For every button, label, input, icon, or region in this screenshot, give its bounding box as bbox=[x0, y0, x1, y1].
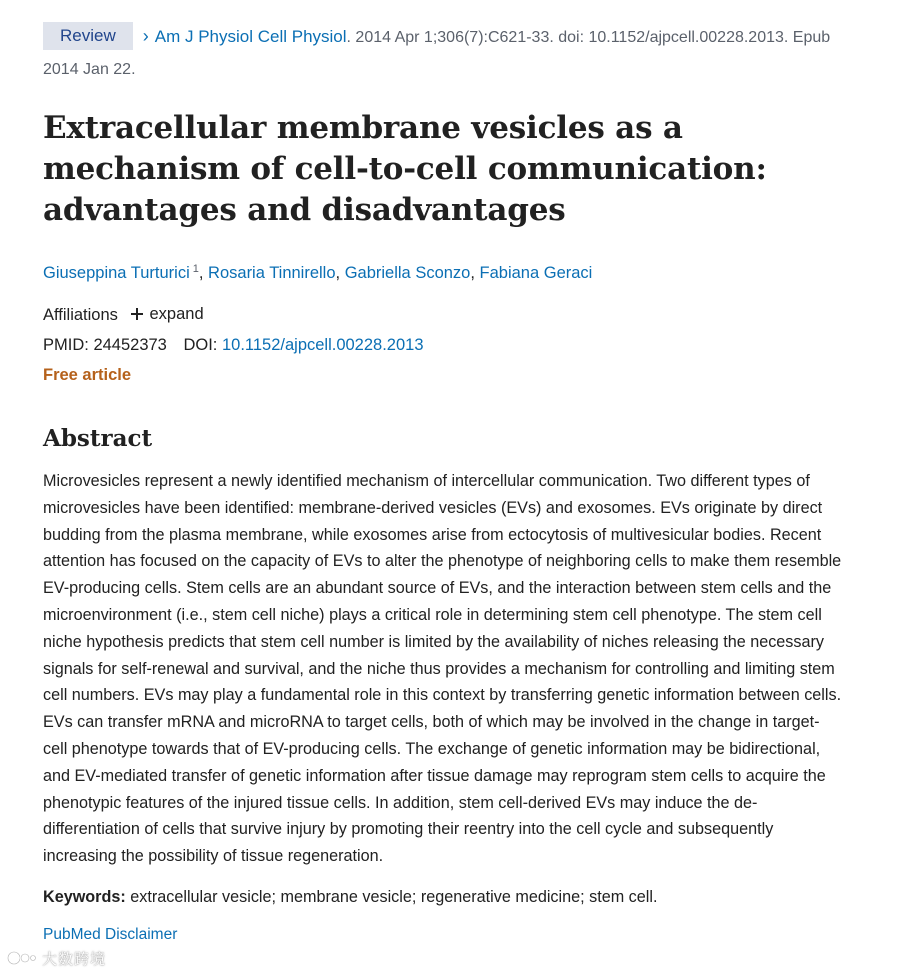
free-article-label: Free article bbox=[43, 366, 132, 384]
author-list: Giuseppina Turturici $^1$, Rosaria Tinnirello, Gabriella Sconzo, Fabiana Geraci bbox=[43, 263, 593, 282]
expand-affiliations-button[interactable] bbox=[131, 299, 204, 329]
watermark bbox=[6, 946, 124, 970]
abstract-heading: Abstract bbox=[43, 425, 153, 452]
author-link[interactable]: Rosaria Tinnirello bbox=[208, 264, 336, 282]
author-link[interactable]: Gabriella Sconzo bbox=[344, 264, 471, 282]
plus-icon bbox=[131, 308, 143, 320]
abstract-text: Microvesicles represent a newly identified mechanism of intercellular communication. Two different types of microvesicles have been identified: membrane-derived vesicles (EVs) and exosomes. EVs originate by direct budding from the plasma membrane, while exosomes arise from ectocytosis of multivesicular bodies. Recent attention has focused on the capacity of EVs to alter the phenotype of neighboring cells to make them resemble EV-producing cells. Stem cells are an abundant source of EVs, and the interaction between stem cells and the microenvironment (i.e., stem cell niche) plays a critical role in determining stem cell phenotype. The stem cell niche hypothesis predicts that stem cell number is limited by the availability of niches releasing the necessary signals for self-renewal and survival, and the niche thus provides a mechanism for controlling and limiting stem cell numbers. EVs may play a fundamental role in this context by transferring genetic information between cells. EVs can transfer mRNA and microRNA to target cells, both of which may be involved in the change in target-cell phenotype towards that of EV-producing cells. The exchange of genetic information may be bidirectional, and EV-mediated transfer of genetic information after tissue damage may reprogram stem cells to acquire the phenotypic features of the injured tissue cells. In addition, stem cell-derived EVs may induce the de-differentiation of cells that survive injury by promoting their reentry into the cell cycle and subsequently increasing the possibility of tissue regeneration. bbox=[43, 472, 842, 866]
pmid-value: 24452373 bbox=[93, 336, 167, 354]
expand-label: expand bbox=[149, 305, 204, 323]
journal-link[interactable]: Am J Physiol Cell Physiol bbox=[154, 27, 347, 46]
pubmed-disclaimer-link[interactable]: PubMed Disclaimer bbox=[43, 925, 178, 943]
citation-details: . 2014 Apr 1;306(7):C621-33. doi: 10.1152/ajpcell.00228.2013. Epub 2014 Jan 22. bbox=[43, 29, 831, 78]
article-meta bbox=[43, 299, 843, 390]
doi-label: DOI: bbox=[183, 336, 218, 354]
doi-link[interactable]: 10.1152/ajpcell.00228.2013 bbox=[221, 336, 424, 354]
author-link[interactable]: Giuseppina Turturici bbox=[43, 264, 190, 282]
watermark-text: 大数跨境 bbox=[42, 949, 107, 968]
affiliations-label: Affiliations bbox=[43, 306, 118, 324]
identifiers-row bbox=[43, 330, 843, 360]
keywords bbox=[43, 884, 843, 910]
author-affiliation-ref[interactable]: 1 bbox=[192, 263, 199, 275]
citation-line bbox=[43, 20, 843, 86]
chevron-right-icon: › bbox=[142, 26, 149, 46]
author-link[interactable]: Fabiana Geraci bbox=[479, 264, 593, 282]
watermark-logo-icon bbox=[6, 947, 38, 969]
article-title: Extracellular membrane vesicles as a mechanism of cell-to-cell communication: advantages and disadvantages bbox=[43, 110, 767, 228]
pmid-label: PMID: bbox=[43, 336, 89, 354]
article-page bbox=[43, 20, 843, 944]
review-badge: Review bbox=[43, 22, 133, 50]
keywords-label: Keywords: bbox=[43, 887, 126, 906]
affiliations-row bbox=[43, 299, 843, 330]
keywords-text: extracellular vesicle; membrane vesicle; regenerative medicine; stem cell. bbox=[125, 887, 658, 906]
